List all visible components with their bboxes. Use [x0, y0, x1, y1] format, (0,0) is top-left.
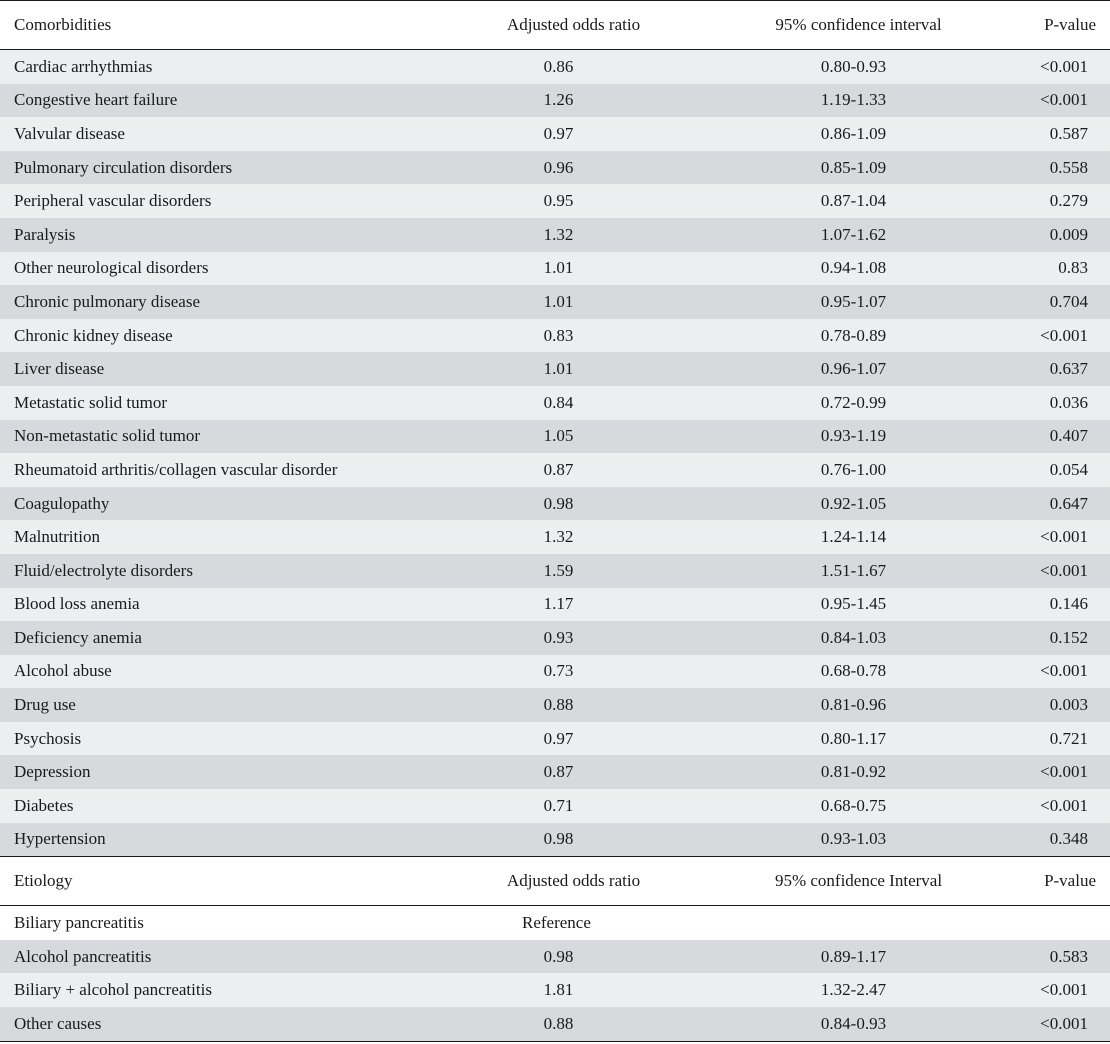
- odds-ratio-cell: Reference: [522, 913, 591, 933]
- row-label: Peripheral vascular disorders: [14, 191, 212, 211]
- odds-ratio-cell: 0.97: [543, 123, 574, 143]
- row-label: Metastatic solid tumor: [14, 392, 167, 412]
- column-header-odds-ratio: Adjusted odds ratio: [506, 15, 641, 34]
- table-bottom-rule: [0, 1041, 1110, 1042]
- table-row: [0, 50, 1110, 84]
- table-row: [0, 487, 1110, 521]
- p-value-cell: 0.003: [1049, 695, 1088, 715]
- row-label: Other causes: [14, 1013, 102, 1033]
- comorbidities-header-row: [0, 0, 1110, 50]
- row-label: Paralysis: [14, 224, 76, 244]
- column-header-odds-ratio: Adjusted odds ratio: [506, 871, 641, 891]
- odds-ratio-cell: 1.32: [543, 224, 574, 244]
- p-value-cell: 0.407: [1049, 426, 1088, 446]
- table-row: [0, 940, 1110, 974]
- table-row: [0, 789, 1110, 823]
- row-label: Drug use: [14, 695, 76, 715]
- confidence-interval-cell: 0.86-1.09: [820, 123, 887, 143]
- table-row: [0, 823, 1110, 857]
- odds-ratio-cell: 0.98: [543, 493, 574, 513]
- p-value-cell: 0.036: [1049, 392, 1088, 412]
- confidence-interval-cell: 0.94-1.08: [820, 258, 887, 278]
- confidence-interval-cell: 0.81-0.96: [820, 695, 887, 715]
- odds-ratio-cell: 1.59: [543, 560, 574, 580]
- confidence-interval-cell: 0.85-1.09: [820, 157, 887, 177]
- confidence-interval-cell: 1.07-1.62: [820, 224, 887, 244]
- column-header-category: Etiology: [14, 871, 73, 891]
- confidence-interval-cell: 0.84-1.03: [820, 627, 887, 647]
- confidence-interval-cell: 0.92-1.05: [820, 493, 887, 513]
- column-header-confidence-interval: 95% confidence Interval: [774, 871, 943, 891]
- odds-ratio-cell: 1.01: [543, 359, 574, 379]
- p-value-cell: 0.704: [1049, 291, 1088, 311]
- confidence-interval-cell: 0.80-0.93: [820, 56, 887, 76]
- odds-ratio-cell: 0.95: [543, 191, 574, 211]
- p-value-cell: 0.146: [1049, 594, 1088, 614]
- p-value-cell: 0.348: [1049, 829, 1088, 849]
- table-row: [0, 722, 1110, 756]
- p-value-cell: 0.83: [1058, 258, 1088, 278]
- row-label: Alcohol pancreatitis: [14, 946, 152, 966]
- confidence-interval-cell: 0.93-1.03: [820, 829, 887, 849]
- column-header-category: Comorbidities: [14, 15, 112, 34]
- p-value-cell: <0.001: [1040, 795, 1088, 815]
- confidence-interval-cell: 1.24-1.14: [820, 527, 887, 547]
- confidence-interval-cell: 0.76-1.00: [820, 459, 887, 479]
- row-label: Chronic pulmonary disease: [14, 291, 201, 311]
- odds-ratio-cell: 0.88: [543, 1013, 574, 1033]
- row-label: Valvular disease: [14, 123, 125, 143]
- p-value-cell: <0.001: [1040, 560, 1088, 580]
- row-label: Hypertension: [14, 829, 106, 849]
- p-value-cell: 0.647: [1049, 493, 1088, 513]
- odds-ratio-cell: 0.86: [543, 56, 574, 76]
- table-row: [0, 688, 1110, 722]
- confidence-interval-cell: 0.80-1.17: [820, 728, 887, 748]
- table-row: [0, 655, 1110, 689]
- confidence-interval-cell: 0.95-1.07: [820, 291, 887, 311]
- odds-ratio-cell: 0.83: [543, 325, 574, 345]
- p-value-cell: 0.558: [1049, 157, 1088, 177]
- table-row: [0, 386, 1110, 420]
- odds-ratio-cell: 0.84: [543, 392, 574, 412]
- odds-ratio-cell: 1.01: [543, 258, 574, 278]
- confidence-interval-cell: 0.78-0.89: [820, 325, 887, 345]
- p-value-cell: <0.001: [1040, 661, 1088, 681]
- table-row: [0, 621, 1110, 655]
- column-header-p-value: P-value: [1044, 871, 1096, 891]
- confidence-interval-cell: 0.89-1.17: [820, 946, 887, 966]
- row-label: Biliary + alcohol pancreatitis: [14, 980, 212, 1000]
- table-row: [0, 1007, 1110, 1041]
- odds-ratio-cell: 1.05: [543, 426, 574, 446]
- confidence-interval-cell: 0.68-0.75: [820, 795, 887, 815]
- confidence-interval-cell: 0.84-0.93: [820, 1013, 887, 1033]
- p-value-cell: <0.001: [1040, 1013, 1088, 1033]
- confidence-interval-cell: 0.72-0.99: [820, 392, 887, 412]
- table-row: [0, 151, 1110, 185]
- table-row: [0, 84, 1110, 118]
- table-row: [0, 453, 1110, 487]
- p-value-cell: 0.009: [1049, 224, 1088, 244]
- row-label: Pulmonary circulation disorders: [14, 157, 233, 177]
- table-row: [0, 218, 1110, 252]
- table-row: [0, 117, 1110, 151]
- row-label: Fluid/electrolyte disorders: [14, 560, 193, 580]
- odds-ratio-cell: 0.97: [543, 728, 574, 748]
- table-row: [0, 588, 1110, 622]
- odds-ratio-cell: 0.88: [543, 695, 574, 715]
- odds-ratio-cell: 1.32: [543, 527, 574, 547]
- confidence-interval-cell: 0.96-1.07: [820, 359, 887, 379]
- p-value-cell: 0.583: [1049, 946, 1088, 966]
- table-row: [0, 319, 1110, 353]
- table-row: [0, 285, 1110, 319]
- row-label: Non-metastatic solid tumor: [14, 426, 201, 446]
- row-label: Coagulopathy: [14, 493, 110, 513]
- column-header-confidence-interval: 95% confidence interval: [775, 15, 942, 34]
- odds-ratio-cell: 1.01: [543, 291, 574, 311]
- odds-ratio-cell: 0.73: [543, 661, 574, 681]
- row-label: Alcohol abuse: [14, 661, 112, 681]
- row-label: Malnutrition: [14, 527, 100, 547]
- row-label: Liver disease: [14, 359, 105, 379]
- table-row: [0, 554, 1110, 588]
- odds-ratio-cell: 0.87: [543, 762, 574, 782]
- table-row: [0, 973, 1110, 1007]
- confidence-interval-cell: 0.87-1.04: [820, 191, 887, 211]
- table-row: [0, 352, 1110, 386]
- p-value-cell: 0.054: [1049, 459, 1088, 479]
- odds-ratio-cell: 1.26: [543, 90, 574, 110]
- odds-ratio-cell: 1.17: [543, 594, 574, 614]
- p-value-cell: 0.637: [1049, 359, 1088, 379]
- row-label: Blood loss anemia: [14, 594, 140, 614]
- confidence-interval-cell: 0.68-0.78: [820, 661, 887, 681]
- row-label: Psychosis: [14, 728, 82, 748]
- p-value-cell: <0.001: [1040, 56, 1088, 76]
- odds-ratio-cell: 0.98: [543, 946, 574, 966]
- row-label: Other neurological disorders: [14, 258, 209, 278]
- table-row: [0, 420, 1110, 454]
- confidence-interval-cell: 1.32-2.47: [820, 980, 887, 1000]
- column-header-p-value: P-value: [1044, 15, 1096, 34]
- row-label: Depression: [14, 762, 91, 782]
- table-row: [0, 252, 1110, 286]
- row-label: Chronic kidney disease: [14, 325, 173, 345]
- p-value-cell: <0.001: [1040, 325, 1088, 345]
- confidence-interval-cell: 1.19-1.33: [820, 90, 887, 110]
- row-label: Diabetes: [14, 795, 74, 815]
- table-row: [0, 520, 1110, 554]
- row-label: Biliary pancreatitis: [14, 913, 144, 933]
- odds-ratio-cell: 0.87: [543, 459, 574, 479]
- odds-ratio-cell: 0.71: [543, 795, 574, 815]
- table-row: [0, 906, 1110, 940]
- p-value-cell: <0.001: [1040, 762, 1088, 782]
- p-value-cell: 0.587: [1049, 123, 1088, 143]
- odds-ratio-cell: 0.96: [543, 157, 574, 177]
- p-value-cell: <0.001: [1040, 527, 1088, 547]
- row-label: Rheumatoid arthritis/collagen vascular disorder: [14, 459, 338, 479]
- confidence-interval-cell: 0.81-0.92: [820, 762, 887, 782]
- row-label: Congestive heart failure: [14, 90, 178, 110]
- p-value-cell: 0.279: [1049, 191, 1088, 211]
- p-value-cell: <0.001: [1040, 90, 1088, 110]
- odds-ratio-cell: 0.98: [543, 829, 574, 849]
- p-value-cell: 0.152: [1049, 627, 1088, 647]
- table-row: [0, 755, 1110, 789]
- etiology-header-row: [0, 856, 1110, 906]
- table-row: [0, 184, 1110, 218]
- row-label: Deficiency anemia: [14, 627, 142, 647]
- odds-ratio-cell: 1.81: [543, 980, 574, 1000]
- row-label: Cardiac arrhythmias: [14, 56, 153, 76]
- odds-ratio-cell: 0.93: [543, 627, 574, 647]
- confidence-interval-cell: 0.93-1.19: [820, 426, 887, 446]
- confidence-interval-cell: 0.95-1.45: [820, 594, 887, 614]
- p-value-cell: <0.001: [1040, 980, 1088, 1000]
- confidence-interval-cell: 1.51-1.67: [820, 560, 887, 580]
- p-value-cell: 0.721: [1049, 728, 1088, 748]
